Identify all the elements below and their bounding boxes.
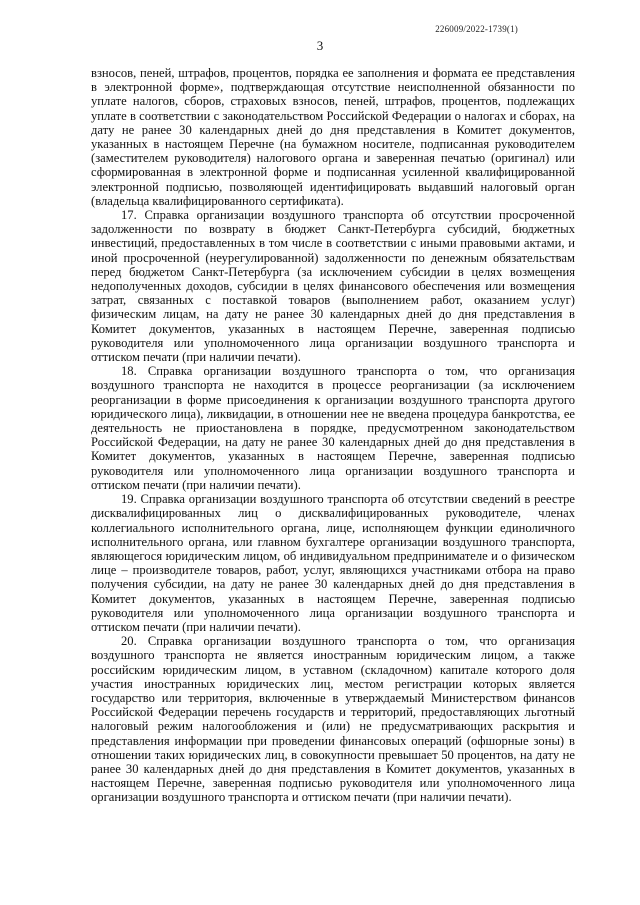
paragraph-item-20: 20. Справка организации воздушного транспорта о том, что организация воздушного транспорта не является иностранным юридическим лицом, а также российским юридическим лицом, в уставном (складочном) капитале которого доля участия иностранных юридических лиц, местом регистрации которых является государство или территория, включенные в утверждаемый Министерством финансов Российской Федерации перечень государств и территорий, предоставляющих льготный налоговый режим налогообложения и (или) не предусматривающих раскрытия и представления информации при проведении финансовых операций (офшорные зоны) в отношении таких юридических лиц, в совокупности превышает 50 процентов, на дату не ранее 30 календарных дней до дня представления в Комитет документов, указанных в настоящем Перечне, заверенная подписью руководителя или уполномоченного лица организации воздушного транспорта и оттиском печати (при наличии печати). [91,634,575,805]
paragraph-item-18: 18. Справка организации воздушного транспорта о том, что организация воздушного транспорта не находится в процессе реорганизации (за исключением реорганизации в форме присоединения к организации воздушного транспорта другого юридического лица), ликвидации, в отношении нее не введена процедура банкротства, ее деятельность не приостановлена в порядке, предусмотренном законодательством Российской Федерации, на дату не ранее 30 календарных дней до дня представления в Комитет документов, указанных в настоящем Перечне, заверенная подписью руководителя или уполномоченного лица организации воздушного транспорта и оттиском печати (при наличии печати). [91,364,575,492]
paragraph-continuation: взносов, пеней, штрафов, процентов, порядка ее заполнения и формата ее представления в электронной форме», подтверждающая отсутствие неисполненной обязанности по уплате налогов, сборов, страховых взносов, пеней, штрафов, процентов, подлежащих уплате в соответствии с законодательством Российской Федерации о налогах и сборах, на дату не ранее 30 календарных дней до дня представления в Комитет документов, указанных в настоящем Перечне (на бумажном носителе, подписанная руководителем (заместителем руководителя) налогового органа и заверенная печатью (оригинал) или сформированная в электронной форме и подписанная усиленной квалифицированной электронной подписью, позволяющей идентифицировать выдавший налоговый орган (владельца квалифицированного сертификата). [91,66,575,208]
page-number: 3 [316,38,324,53]
document-number: 226009/2022-1739(1) [435,24,518,34]
paragraph-item-17: 17. Справка организации воздушного транспорта об отсутствии просроченной задолженности по возврату в бюджет Санкт-Петербурга субсидий, бюджетных инвестиций, предоставленных в том числе в соответствии с иными правовыми актами, и иной просроченной (неурегулированной) задолженности по денежным обязательствам перед бюджетом Санкт-Петербурга (за исключением субсидии в целях возмещения недополученных доходов, субсидии в целях финансового обеспечения или возмещения затрат, связанных с поставкой товаров (выполнением работ, оказанием услуг) физическим лицам, на дату не ранее 30 календарных дней до дня представления в Комитет документов, указанных в настоящем Перечне, заверенная подписью руководителя или уполномоченного лица организации воздушного транспорта и оттиском печати (при наличии печати). [91,208,575,365]
document-body [91,66,575,805]
paragraph-item-19: 19. Справка организации воздушного транспорта об отсутствии сведений в реестре дисквалифицированных лиц о дисквалифицированных руководителе, членах коллегиального исполнительного органа, лице, исполняющем функции единоличного исполнительного органа, или главном бухгалтере организации воздушного транспорта, являющегося юридическим лицом, об индивидуальном предпринимателе и о физическом лице – производителе товаров, работ, услуг, являющихся участниками отбора на право получения субсидии, на дату не ранее 30 календарных дней до дня представления в Комитет документов, указанных в настоящем Перечне, заверенная подписью руководителя или уполномоченного лица организации воздушного транспорта и оттиском печати (при наличии печати). [91,492,575,634]
